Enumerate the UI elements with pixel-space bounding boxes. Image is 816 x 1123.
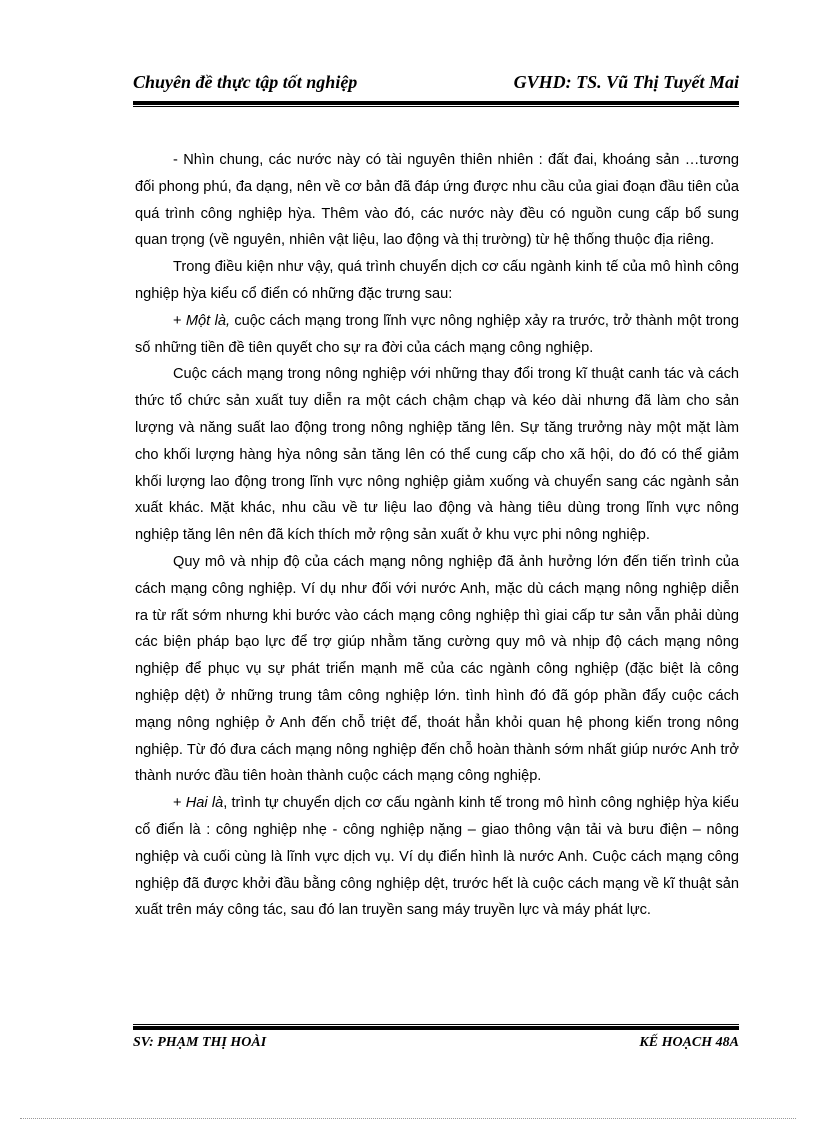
- paragraph-6-text: , trình tự chuyển dịch cơ cấu ngành kinh tế trong mô hình công nghiệp hỳa kiểu cổ điển là : công nghiệp nhẹ - công nghiệp nặng – giao thông vận tải và bưu điện – nông nghiệp và cuối cùng là lĩnh vực dịch vụ. Ví dụ điển hình là nước Anh. Cuộc cách mạng công nghiệp đã được khởi đầu bằng công nghiệp dệt, trước hết là cuộc cách mạng về kĩ thuật sản xuất trên máy công tác, sau đó lan truyền sang máy truyền lực và máy phát lực.: [135, 795, 740, 919]
- paragraph-3-text: cuộc cách mạng trong lĩnh vực nông nghiệp xảy ra trước, trở thành một trong số những tiền đề tiên quyết cho sự ra đời của cách mạng công nghiệp.: [135, 312, 739, 356]
- paragraph-1: - Nhìn chung, các nước này có tài nguyên thiên nhiên : đất đai, khoáng sản …tương đối phong phú, đa dạng, nên về cơ bản đã đáp ứng được nhu cầu của giai đoạn đầu tiên của quá trình công nghiệp hỳa. Thêm vào đó, các nước này đều có nguồn cung cấp bổ sung quan trọng (về nguyên, nhiên vật liệu, lao động và thị trường) từ hệ thống thuộc địa riêng.: [135, 152, 739, 249]
- paragraph-4: Cuộc cách mạng trong nông nghiệp với những thay đổi trong kĩ thuật canh tác và cách thức tổ chức sản xuất tuy diễn ra một cách chậm chạp và kéo dài nhưng đã làm cho sản lượng và năng suất lao động trong nông nghiệp tăng lên. Sự tăng trưởng này một mặt làm cho khối lượng hàng hỳa nông sản tăng lên có thể cung cấp cho xã hội, do đó có thể giảm khối lượng lao động trong lĩnh vực nông nghiệp giảm xuống và chuyển sang các ngành sản xuất khác. Mặt khác, nhu cầu về tư liệu lao động và hàng tiêu dùng trong lĩnh vực nông nghiệp tăng lên nên đã kích thích mở rộng sản xuất ở khu vực phi nông nghiệp.: [135, 366, 739, 544]
- paragraph-3: [135, 308, 739, 362]
- footer-student: SV: PHẠM THỊ HOÀI: [133, 1035, 267, 1050]
- paragraph-5: Quy mô và nhịp độ của cách mạng nông nghiệp đã ảnh hưởng lớn đến tiến trình của cách mạng công nghiệp. Ví dụ như đối với nước Anh, mặc dù cách mạng nông nghiệp diễn ra từ rất sớm nhưng khi bước vào cách mạng công nghiệp thì giai cấp tư sản vẫn phải dùng các biện pháp bạo lực để trợ giúp nhằm tăng cường quy mô và nhịp độ cách mạng nông nghiệp để phục vụ sự phát triển mạnh mẽ của các ngành công nghiệp (đặc biệt là công nghiệp dệt) ở những trung tâm công nghiệp lớn. tình hình đó đã góp phần đẩy cuộc cách mạng nông nghiệp ở Anh đến chỗ triệt để, thoát hẳn khỏi quan hệ phong kiến trong nông nghiệp. Từ đó đưa cách mạng nông nghiệp đến chỗ hoàn thành sớm nhất giúp nước Anh trở thành nước đầu tiên hoàn thành cuộc cách mạng công nghiệp.: [135, 553, 739, 785]
- paragraph-6-prefix: +: [173, 795, 186, 812]
- paragraph-2: Trong điều kiện như vậy, quá trình chuyển dịch cơ cấu ngành kinh tế của mô hình công nghiệp hỳa kiểu cổ điển có những đặc trưng sau:: [135, 259, 739, 302]
- body-text: [135, 147, 739, 924]
- paragraph-3-prefix: +: [173, 312, 186, 329]
- paragraph-6: [135, 790, 739, 924]
- page-footer: [133, 1035, 739, 1051]
- header-title: Chuyên đề thực tập tốt nghiệp: [133, 72, 358, 92]
- header-supervisor: GVHD: TS. Vũ Thị Tuyết Mai: [513, 72, 739, 92]
- footer-divider: [133, 1024, 739, 1031]
- page-edge-divider: [20, 1118, 796, 1119]
- paragraph-6-emphasis: Hai là: [185, 795, 224, 812]
- page-header: [133, 72, 739, 93]
- header-divider: [133, 101, 739, 108]
- footer-class: KẾ HOẠCH 48A: [639, 1035, 739, 1050]
- paragraph-3-emphasis: Một là,: [185, 312, 230, 329]
